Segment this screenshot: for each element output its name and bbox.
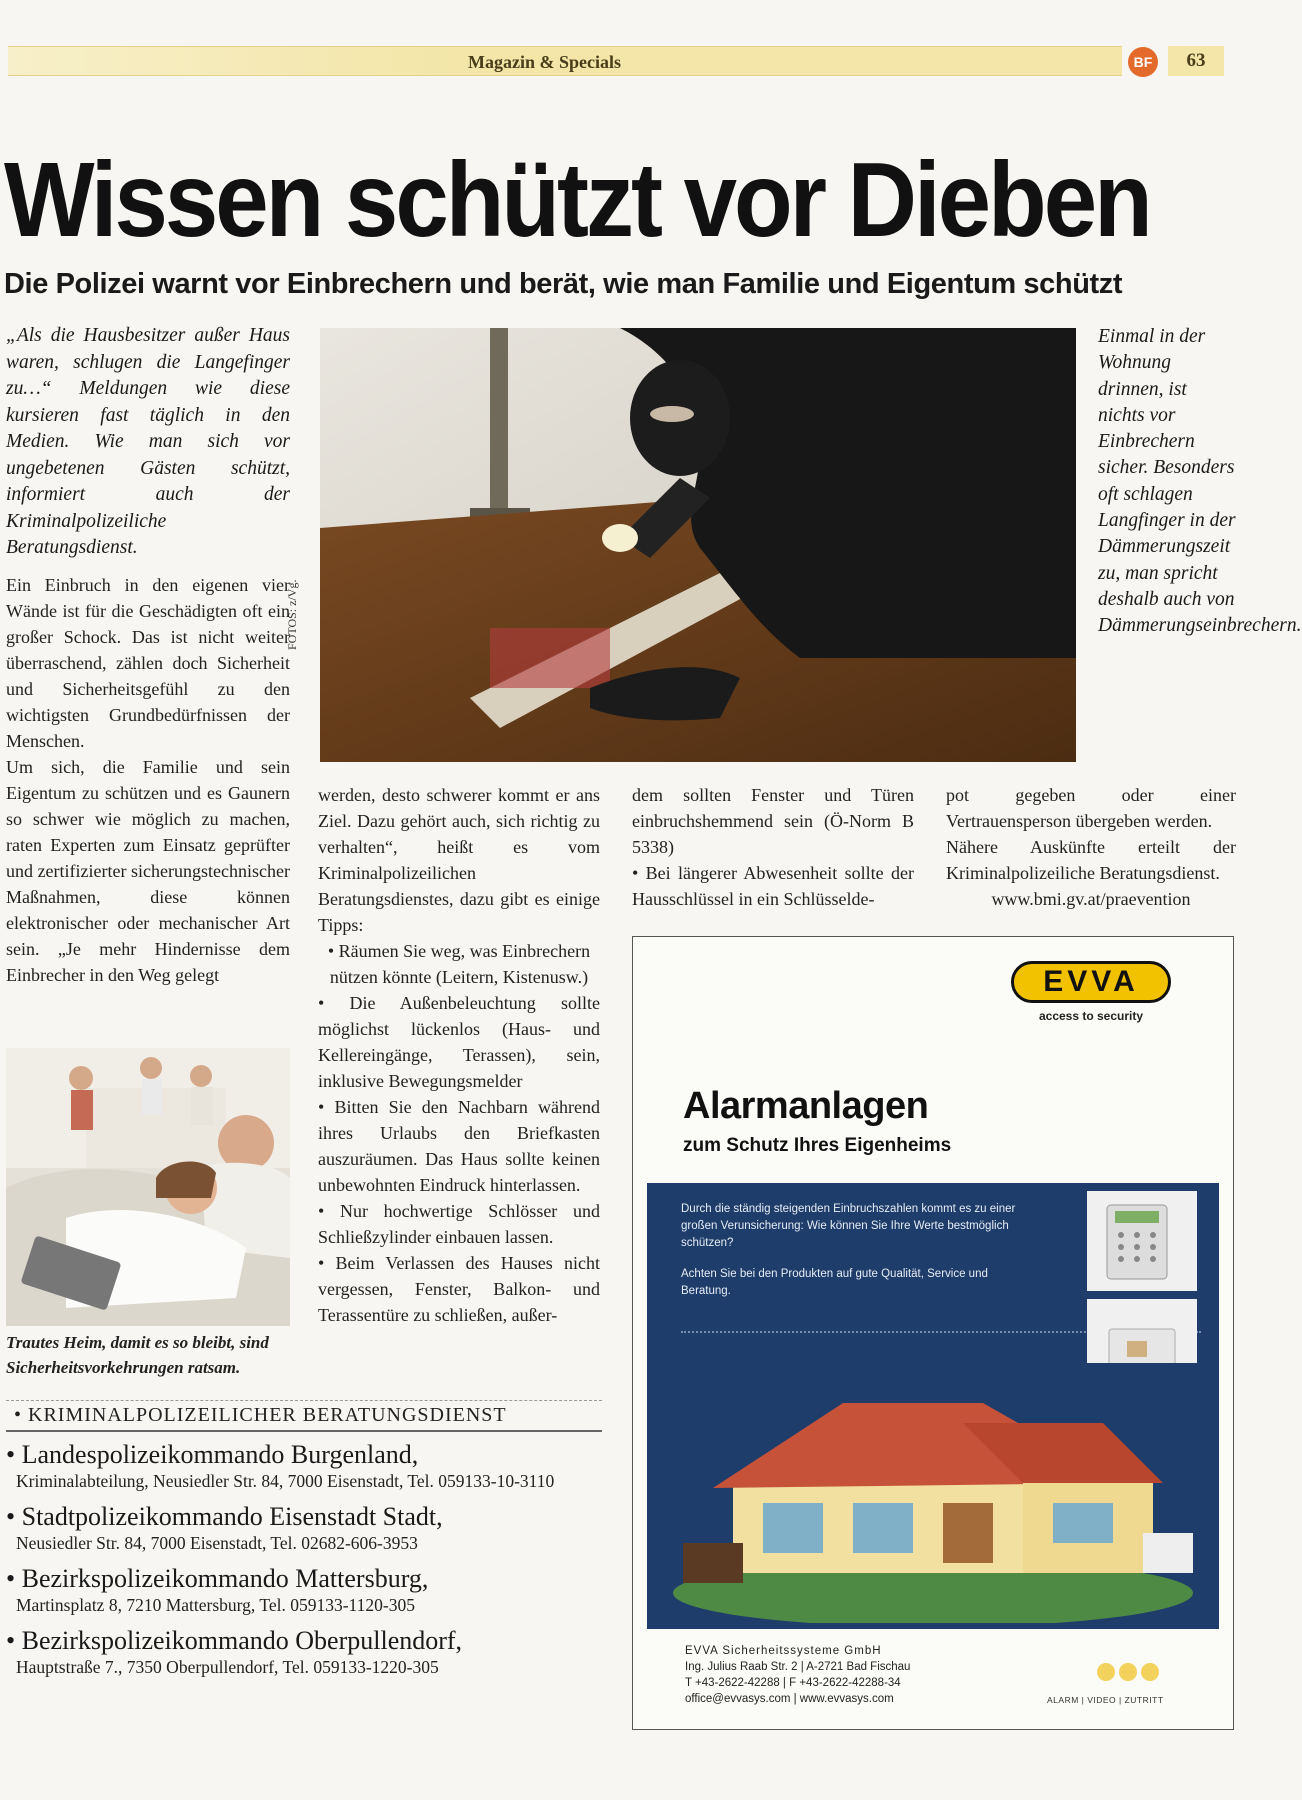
page-number: 63 [1168, 46, 1224, 76]
evva-advertisement [632, 936, 1234, 1730]
access-icon [1141, 1663, 1159, 1681]
tip-item: • Bitten Sie den Nachbarn während ihres Urlaubs den Briefkasten auszuräumen. Das Haus sollte keinen unbewohnten Eindruck hinterlassen. [318, 1097, 600, 1195]
tip-item: • Beim Verlassen des Hauses nicht vergessen, Fenster, Balkon- und Terassentüre zu schließen, außer- [318, 1253, 600, 1325]
photo-credit: FOTOS: z/Vg. [285, 579, 299, 650]
contact-name: • Landespolizeikommando Burgenland, [6, 1440, 419, 1469]
paragraph: Um sich, die Familie und sein Eigentum zu schützen und es Gaunern so schwer wie möglich zu machen, raten Experten zum Einsatz geprüfter und zertifizierter sicherungstechnischer Maßnahmen, diese können elektronischer oder mechanischer Art sein. „Je mehr Hindernisse dem Einbrecher in den Weg gelegt [6, 757, 290, 985]
alarm-keypad-icon [1087, 1191, 1197, 1291]
paragraph: Nähere Auskünfte erteilt der Kriminalpolizeiliche Beratungsdienst. [946, 837, 1236, 883]
ad-title: Alarmanlagen [683, 1085, 929, 1127]
contact-address: Hauptstraße 7., 7350 Oberpullendorf, Tel. 059133-1220-305 [16, 1657, 439, 1677]
bf-logo: BF [1128, 47, 1158, 77]
company-address: Ing. Julius Raab Str. 2 | A-2721 Bad Fischau [685, 1661, 911, 1673]
ad-text: Durch die ständig steigenden Einbruchszahlen kommt es zu einer großen Verunsicherung: Wie können Sie Ihre Werte bestmöglich schützen? [681, 1203, 1016, 1249]
paragraph: dem sollten Fenster und Türen einbruchshemmend sein (Ö-Norm B 5338) [632, 785, 914, 857]
contact-item [6, 1502, 602, 1554]
article-column-4 [946, 782, 1236, 912]
website-link[interactable]: www.bmi.gv.at/praevention [991, 889, 1191, 909]
contact-name: • Stadtpolizeikommando Eisenstadt Stadt, [6, 1502, 443, 1531]
paragraph: Ein Einbruch in den eigenen vier Wände ist für die Geschädigten oft ein großer Schock. Das ist nicht weiter überraschend, zählen doch Sicherheit und Sicherheitsgefühl zu den wichtigsten Grundbedürfnissen der Menschen. [6, 575, 290, 751]
side-caption: Einmal in der Wohnung drinnen, ist nichts vor Einbrechern sicher. Besonders oft schlagen Langfinger in der Dämmerungszeit zu, man spricht deshalb auch von Dämmerungseinbrechern. [1098, 326, 1302, 637]
contact-item [6, 1626, 602, 1678]
intro-text: „Als die Hausbesitzer außer Haus waren, schlugen die Langefinger zu…“ Meldungen wie diese kursieren fast täglich in den Medien. Wie man sich vor ungebetenen Gästen schützt, informiert auch der Kriminalpolizeiliche Beratungsdienst. [6, 325, 290, 558]
tip-item: • Räumen Sie weg, was Einbrechern nützen könnte (Leitern, Kistenusw.) [327, 941, 591, 987]
article-column-3 [632, 782, 914, 912]
product-icons [1097, 1663, 1163, 1686]
info-box [6, 1440, 602, 1688]
contact-name: • Bezirkspolizeikommando Oberpullendorf, [6, 1626, 463, 1655]
house-illustration [663, 1363, 1203, 1623]
evva-logo: EVVA [1011, 961, 1171, 1003]
ad-company-info [685, 1643, 910, 1707]
ad-subtitle: zum Schutz Ihres Eigenheims [683, 1135, 952, 1156]
headline: Wissen schützt vor Dieben [4, 141, 1150, 260]
company-name: EVVA Sicherheitssysteme GmbH [685, 1645, 882, 1657]
subheadline: Die Polizei warnt vor Einbrechern und berät, wie man Familie und Eigentum schützt [4, 268, 1123, 300]
family-caption: Trautes Heim, damit es so bleibt, sind Sicherheitsvorkehrungen ratsam. [6, 1333, 269, 1377]
tip-item: • Nur hochwertige Schlösser und Schließzylinder einbauen lassen. [318, 1201, 600, 1247]
ad-panel [647, 1183, 1219, 1629]
company-phone: T +43-2622-42288 | F +43-2622-42288-34 [685, 1677, 901, 1689]
info-divider [6, 1400, 602, 1401]
contact-name: • Bezirkspolizeikommando Mattersburg, [6, 1564, 429, 1593]
burglar-photo [320, 328, 1076, 762]
ad-footer-nav: ALARM | VIDEO | ZUTRITT [1047, 1695, 1164, 1705]
info-box-title: • KRIMINALPOLIZEILICHER BERATUNGSDIENST [14, 1404, 507, 1426]
info-rule [6, 1430, 602, 1432]
tip-item: • Bei längerer Abwesenheit sollte der Hausschlüssel in ein Schlüsselde- [632, 863, 914, 909]
article-column-1 [6, 572, 290, 988]
contact-item [6, 1440, 602, 1492]
section-label: Magazin & Specials [468, 52, 621, 72]
paragraph: werden, desto schwerer kommt er ans Ziel. Dazu gehört auch, sich richtig zu verhalten“, heißt es vom Kriminalpolizeilichen Beratungsdienstes, dazu gibt es einige Tipps: [318, 785, 600, 935]
tip-item: • Die Außenbeleuchtung sollte möglichst lückenlos (Haus- und Kellereingänge, Terassen), sein, inklusive Bewegungsmelder [318, 993, 600, 1091]
contact-item [6, 1564, 602, 1616]
contact-address: Kriminalabteilung, Neusiedler Str. 84, 7000 Eisenstadt, Tel. 059133-10-3110 [16, 1471, 555, 1491]
ad-panel-text [681, 1201, 1017, 1300]
video-icon [1119, 1663, 1137, 1681]
paragraph: pot gegeben oder einer Vertrauensperson übergeben werden. [946, 785, 1236, 831]
ad-text: Achten Sie bei den Produkten auf gute Qualität, Service und Beratung. [681, 1268, 988, 1297]
evva-tagline: access to security [1038, 1009, 1144, 1023]
article-column-2 [318, 782, 600, 1328]
company-web[interactable]: office@evvasys.com | www.evvasys.com [685, 1693, 894, 1705]
contact-address: Martinsplatz 8, 7210 Mattersburg, Tel. 059133-1120-305 [16, 1595, 415, 1615]
alarm-icon [1097, 1663, 1115, 1681]
contact-address: Neusiedler Str. 84, 7000 Eisenstadt, Tel. 02682-606-3953 [16, 1533, 418, 1553]
family-photo [6, 1048, 290, 1326]
